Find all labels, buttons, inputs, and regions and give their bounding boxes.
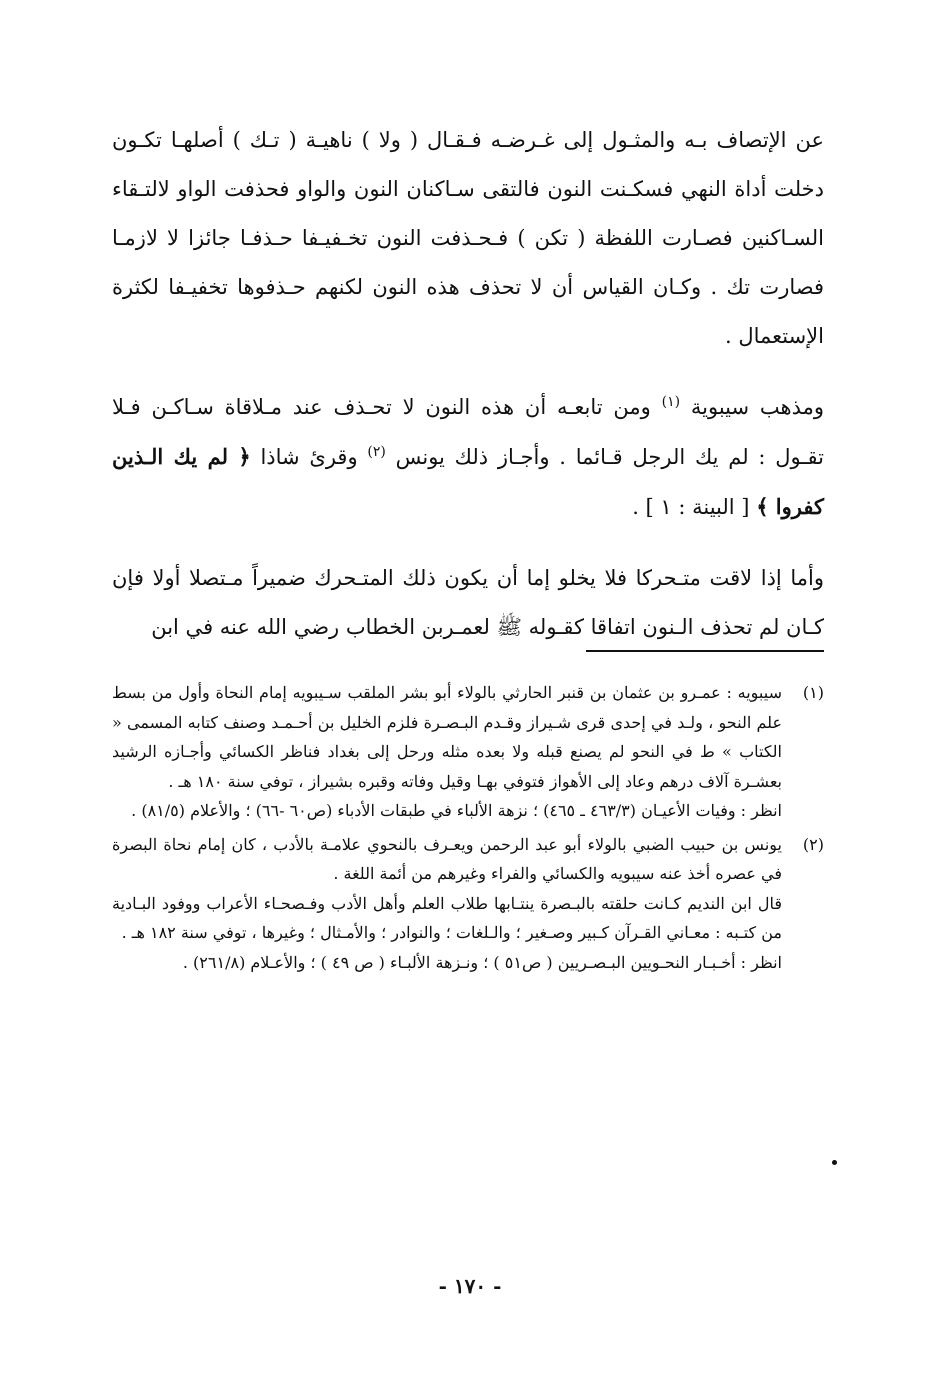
footnote-2-reference: انظر : أخـبـار النحـويين البـصـريين ( ص٥١ ) ؛ ونـزهة الألبـاء ( ص ٤٩ ) ؛ والأعـلام (٢٦١/٨) . xyxy=(182,952,782,972)
margin-dot-mark xyxy=(832,1160,837,1165)
footnote-divider xyxy=(586,650,824,652)
footnote-2 xyxy=(112,830,824,978)
paragraph-2-part-a: ومذهب سيبوية xyxy=(680,395,824,419)
footnotes-section xyxy=(112,678,824,981)
footnote-2-text-continued: قال ابن النديم كـانت حلقته بالبـصرة ينتـابها طلاب العلم وأهل الأدب وفـصحـاء الأعراب ووفود البـادية من كتـبه : معـاني القـرآن كـبير وصـغير ؛ والـلغات ؛ والنوادر ؛ والأمـثال ؛ وغيرها ، توفي سنة ١٨٢ هـ . xyxy=(112,893,783,942)
paragraph-2-part-d: [ البينة : ١ ] . xyxy=(632,495,757,519)
paragraph-2 xyxy=(112,383,824,532)
footnote-1-reference: انظر : وفيات الأعيـان (٤٦٣/٣ ـ ٤٦٥) ؛ نزهة الألباء في طبقات الأدباء (ص٦٠ -٦٦) ؛ والأعلام (٨١/٥) . xyxy=(131,801,782,820)
footnote-2-text: يونس بن حبيب الضبي بالولاء أبو عبد الرحمن ويعـرف بالنحوي علامـة بالأدب ، كان إمام نحاة البصرة في عصره أخذ عنه سيبويه والكسائي والفراء وغيرهم من أئمة اللغة . xyxy=(112,834,782,883)
quran-verse: ﴿ لم يك الـذين كفروا ﴾ xyxy=(112,444,824,519)
footnote-2-body xyxy=(112,830,782,978)
main-text-body xyxy=(112,116,824,652)
paragraph-3: وأما إذا لاقت متـحركا فلا يخلو إما أن يكون ذلك المتـحرك ضميراً مـتصلا أولا فإن كـان لم تحذف الـنون اتفاقا كقـوله ﷺ لعمـربن الخطاب رضي الله عنه في ابن xyxy=(112,566,824,639)
footnote-ref-1[interactable]: (١) xyxy=(661,394,681,410)
footnote-2-number: (٢) xyxy=(802,834,824,854)
footnote-1-number: (١) xyxy=(802,683,824,702)
paragraph-2-part-b: ومن تابعـه أن هذه النون لا تحـذف عند مـلاقاة سـاكـن فـلا تقـول : لم يك الرجل قـائما . وأجـاز ذلك يونس xyxy=(112,395,824,469)
paragraph-1: عن الإتصاف بـه والمثـول إلى غـرضـه فـقـال ( ولا ) ناهيـة ( تـك ) أصلهـا تكـون دخلت أداة النهي فسكـنت النون فالتقى سـاكنان النون والواو فحذفت الواو لالتـقاء السـاكنين فصـارت اللفظة ( تكن ) فـحـذفت النون تخـفيـفا حـذفـا جائزا لا لازمـا فصارت تك . وكـان القياس أن لا تحذف هذه النون لكنهم حـذفوها تخفيـفا لكثرة الإستعمال . xyxy=(112,128,824,348)
paragraph-2-part-c: وقرئ شاذا xyxy=(250,445,368,469)
footnote-1 xyxy=(112,678,824,826)
footnote-1-text: سيبويه : عمـرو بن عثمان بن قنبر الحارثي بالولاء أبو بشر الملقب سـيبويه إمام النحاة وأول من بسط علم النحو ، ولـد في إحدى قرى شـيراز وقـدم البـصـرة فلزم الخليل بن أحـمـد وصنف كتابه المسمى « الكتاب » ط في النحو لم يصنع قبله ولا بعده مثله ورحل إلى بغداد فناظر الكسائي وأجـازه الرشيد بعشـرة آلاف درهم وعاد إلى الأهواز فتوفي بهـا وقيل وفاته وقبره بشيراز ، توفي سنة ١٨٠ هـ . xyxy=(112,683,782,791)
footnote-1-body xyxy=(112,678,782,826)
footnote-ref-2[interactable]: (٢) xyxy=(367,444,386,460)
page-number: - ١٧٠ - xyxy=(438,1274,502,1298)
